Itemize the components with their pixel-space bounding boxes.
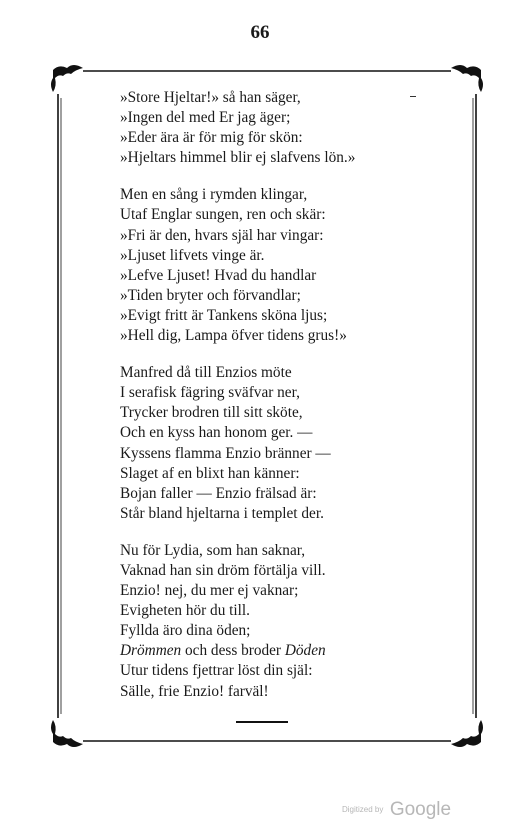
poem-line: »Ljuset lifvets vinge är. xyxy=(120,246,265,264)
italic-word-drommen: Drömmen xyxy=(120,642,182,660)
poem-line: »Hjeltars himmel blir ej slafvens lön.» xyxy=(120,149,356,167)
stanza xyxy=(120,185,420,346)
poem-line: Slaget af en blixt han känner: xyxy=(120,464,300,482)
digitized-watermark xyxy=(342,799,451,821)
poem-line: »Evigt fritt är Tankens sköna ljus; xyxy=(120,306,328,324)
end-rule xyxy=(236,721,288,723)
poem-line: »Fri är den, hvars själ har vingar: xyxy=(120,226,324,244)
poem-body xyxy=(120,88,420,719)
poem-line: Utur tidens fjettrar löst din själ: xyxy=(120,662,313,680)
poem-line-mixed xyxy=(120,641,420,661)
plain-words: och dess broder xyxy=(181,642,285,660)
poem-line: Evigheten hör du till. xyxy=(120,602,251,620)
poem-line: Bojan faller — Enzio frälsad är: xyxy=(120,484,317,502)
poem-line: Och en kyss han honom ger. — xyxy=(120,424,313,442)
page-number: 66 xyxy=(250,22,270,43)
poem-line: Kyssens flamma Enzio bränner — xyxy=(120,444,331,462)
poem-line: »Ingen del med Er jag äger; xyxy=(120,109,291,127)
stanza xyxy=(120,363,420,524)
watermark-brand: Google xyxy=(389,799,452,820)
poem-line: Utaf Englar sungen, ren och skär: xyxy=(120,206,326,224)
watermark-prefix: Digitized by xyxy=(342,805,384,814)
corner-ornament-icon xyxy=(49,716,89,750)
stanza xyxy=(120,541,420,702)
poem-line: Trycker brodren till sitt sköte, xyxy=(120,404,303,422)
poem-line: »Eder ära är för mig för skön: xyxy=(120,129,303,147)
stanza xyxy=(120,88,420,168)
corner-ornament-icon xyxy=(445,716,485,750)
poem-line: »Store Hjeltar!» så han säger, xyxy=(120,89,301,106)
poem-line: Nu för Lydia, som han saknar, xyxy=(120,541,306,559)
italic-word-doden: Döden xyxy=(284,642,326,660)
poem-line: Enzio! nej, du mer ej vaknar; xyxy=(120,582,299,600)
poem-line: Men en sång i rymden klingar, xyxy=(120,186,308,204)
corner-ornament-icon xyxy=(49,62,89,96)
poem-line: Fyllda äro dina öden; xyxy=(120,622,251,640)
poem-line: »Lefve Ljuset! Hvad du handlar xyxy=(120,266,317,284)
poem-line: »Hell dig, Lampa öfver tidens grus!» xyxy=(120,327,347,345)
poem-line: Sälle, frie Enzio! farväl! xyxy=(120,682,269,700)
poem-line: Manfred då till Enzios möte xyxy=(120,364,292,382)
poem-line: Vaknad han sin dröm förtälja vill. xyxy=(120,561,326,579)
poem-line: Står bland hjeltarna i templet der. xyxy=(120,504,324,522)
poem-line: »Tiden bryter och förvandlar; xyxy=(120,286,301,304)
poem-line: I serafisk fägring sväfvar ner, xyxy=(120,384,300,402)
corner-ornament-icon xyxy=(445,62,485,96)
